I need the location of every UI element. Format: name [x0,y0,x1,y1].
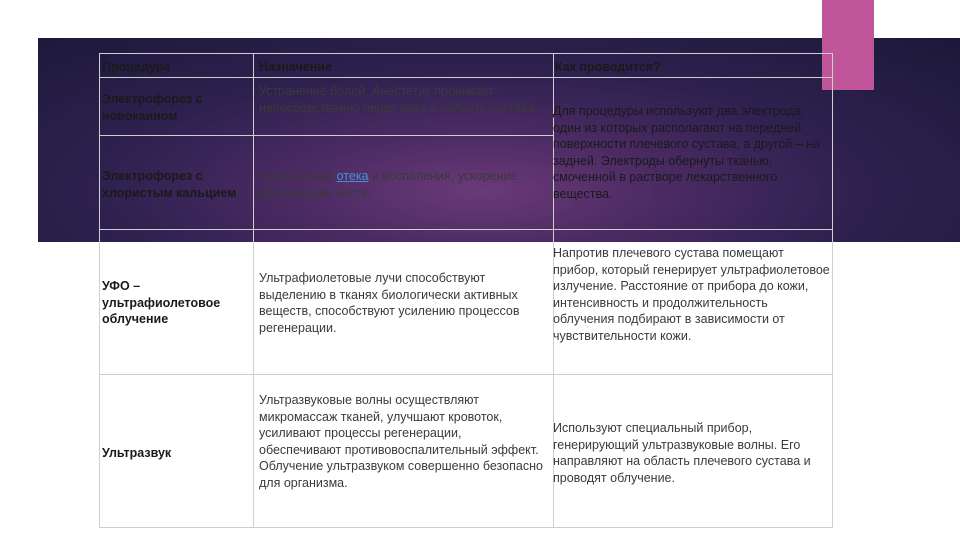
method-ultrasound: Используют специальный прибор, генерирующий ультразвуковые волны. Его направляют на область плечевого сустава и проводят облучение. [553,421,811,485]
row-divider [99,374,833,375]
row-divider [99,229,833,230]
purpose-novocaine: Устранение болей. Анестетик проникает непосредственно через кожу в область сустава. [259,84,539,115]
procedure-novocaine: Электрофорез с новокаином [102,92,203,123]
column-divider [253,53,254,527]
procedure-ultrasound: Ультразвук [102,446,172,460]
purpose-text: Уменьшение [259,169,337,183]
method-uv: Напротив плечевого сустава помещают прибор, который генерирует ультрафиолетовое излучение. Расстояние от прибора до кожи, интенсивность и продолжительность облучения подбирают в зависимости от чувствительности кожи. [553,246,830,343]
edema-link[interactable]: отека [336,169,369,183]
purpose-calcium-chloride [259,168,551,201]
header-method: Как проводится? [555,60,661,74]
method-electrophoresis: Для процедуры используют два электрода, один из которых располагают на передней поверхности плечевого сустава, а другой – на задней. Электроды обернуты тканью, смоченной в растворе лекарственного вещества. [553,104,821,201]
header-divider [99,77,833,78]
procedures-table [99,53,833,527]
table-border-left [99,53,100,527]
table-border-top [99,53,833,54]
purpose-text: и воспаления, ускорение регенерации кости. [259,169,518,200]
row-divider [99,135,553,136]
purpose-uv: Ультрафиолетовые лучи способствуют выделению в тканях биологически активных веществ, способствуют усилению процессов регенерации. [259,271,520,335]
table-border-right [832,53,833,527]
header-purpose: Назначение [259,60,332,74]
procedure-calcium-chloride: Электрофорез с хлористым кальцием [102,169,237,200]
purpose-ultrasound: Ультразвуковые волны осуществляют микромассаж тканей, улучшают кровоток, усиливают процессы регенерации, обеспечивают противовоспалительный эффект. Облучение ультразвуком совершенно безопасно для организма. [259,393,543,490]
header-procedure: Процедура [102,60,171,74]
table-border-bottom [99,527,833,528]
procedure-uv: УФО – ультрафиолетовое облучение [102,279,221,326]
